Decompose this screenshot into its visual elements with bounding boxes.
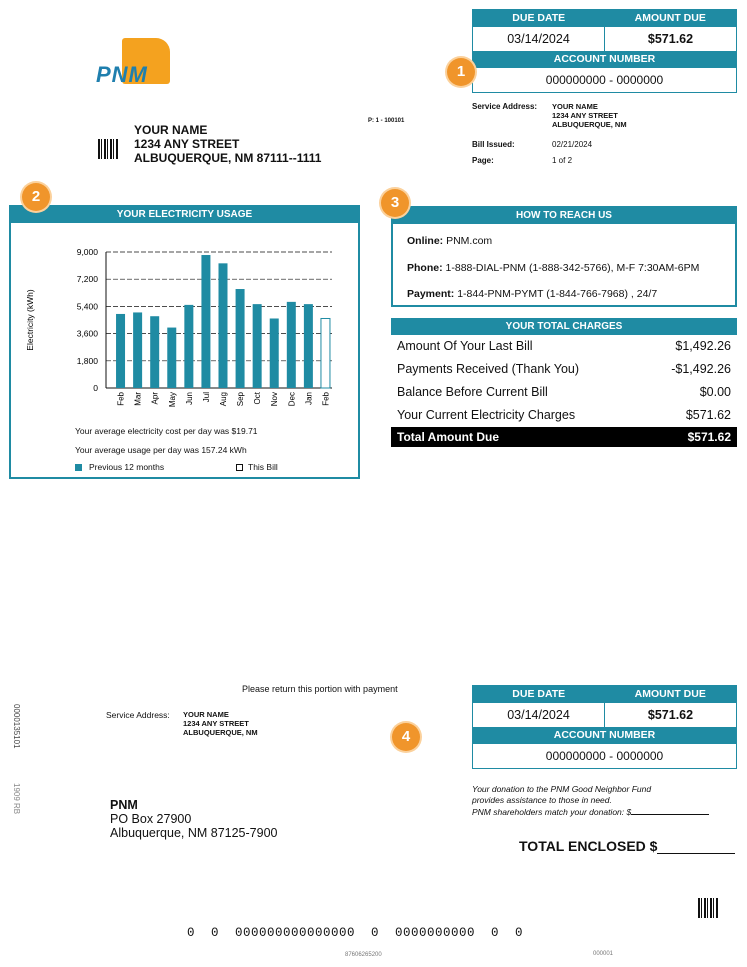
charge-row bbox=[391, 381, 737, 404]
x-tick-label: Dec bbox=[287, 392, 297, 407]
callout-badge-1: 1 bbox=[447, 58, 475, 86]
donation-text: Your donation to the PNM Good Neighbor Fund provides assistance to those in need. PNM shareholders match your donation: $ bbox=[472, 784, 709, 818]
usage-bar bbox=[270, 318, 279, 388]
y-tick-label: 5,400 bbox=[76, 301, 98, 312]
usage-bar bbox=[133, 312, 142, 388]
x-tick-label: Apr bbox=[150, 392, 160, 405]
customer-city: ALBUQUERQUE, NM 87111--1111 bbox=[134, 151, 322, 165]
barcode-icon bbox=[98, 139, 118, 159]
charge-value: $1,492.26 bbox=[675, 339, 731, 353]
logo-text: PNM bbox=[96, 62, 148, 87]
usage-panel bbox=[9, 205, 360, 479]
y-tick-label: 0 bbox=[93, 383, 98, 393]
charge-row bbox=[391, 358, 737, 381]
avg-cost-text: Your average electricity cost per day was $19.71 bbox=[75, 426, 258, 436]
usage-chart bbox=[11, 225, 358, 435]
amount-due-label: AMOUNT DUE bbox=[634, 12, 706, 24]
usage-bar bbox=[184, 305, 193, 388]
due-date-value: 03/14/2024 bbox=[507, 32, 570, 46]
page-code: P: 1 - 100101 bbox=[368, 118, 405, 124]
return-text: Please return this portion with payment bbox=[242, 684, 398, 694]
page-value: 1 of 2 bbox=[552, 156, 573, 165]
y-tick-label: 9,000 bbox=[76, 247, 98, 257]
stub-barcode-icon bbox=[698, 898, 718, 918]
charge-label: Amount Of Your Last Bill bbox=[397, 339, 533, 353]
x-tick-label: Jul bbox=[201, 392, 211, 403]
stub-account-number-value: 000000000 - 0000000 bbox=[545, 749, 664, 763]
x-tick-label: Oct bbox=[253, 392, 263, 405]
scanline: 0 0 000000000000000 0 0000000000 0 0 bbox=[187, 926, 524, 940]
side-code-1: 0000135101 bbox=[12, 704, 21, 749]
callout-badge-2: 2 bbox=[22, 183, 50, 211]
reach-payment: Payment: 1-844-PNM-PYMT (1-844-766-7968) , 24/7 bbox=[407, 288, 658, 300]
usage-bar bbox=[219, 263, 228, 388]
side-code-2: 1909 RB bbox=[12, 783, 21, 815]
y-tick-label: 1,800 bbox=[76, 355, 98, 366]
amount-due-value: $571.62 bbox=[604, 27, 736, 51]
reach-header: HOW TO REACH US bbox=[393, 208, 735, 224]
charge-label: Your Current Electricity Charges bbox=[397, 408, 576, 422]
charge-label: Balance Before Current Bill bbox=[397, 385, 548, 399]
charge-value: -$1,492.26 bbox=[671, 362, 731, 376]
remit-name: PNM bbox=[110, 798, 138, 812]
charges-panel bbox=[391, 318, 737, 447]
customer-address bbox=[134, 123, 321, 165]
account-number-label: ACCOUNT NUMBER bbox=[473, 51, 736, 68]
pnm-logo bbox=[96, 38, 176, 86]
x-tick-label: Mar bbox=[133, 392, 143, 406]
stub-service-address-label: Service Address: bbox=[106, 710, 170, 720]
x-tick-label: May bbox=[167, 392, 177, 408]
charge-label: Payments Received (Thank You) bbox=[397, 362, 580, 376]
reach-phone: Phone: 1-888-DIAL-PNM (1-888-342-5766), M-F 7:30AM-6PM bbox=[407, 262, 700, 274]
legend-previous-swatch bbox=[75, 464, 82, 471]
total-label: Total Amount Due bbox=[397, 430, 499, 444]
usage-header: YOUR ELECTRICITY USAGE bbox=[11, 207, 358, 223]
stub-due-date-value: 03/14/2024 bbox=[507, 708, 570, 722]
callout-badge-4: 4 bbox=[392, 723, 420, 751]
due-date-label: DUE DATE bbox=[512, 12, 566, 24]
y-axis-label: Electricity (kWh) bbox=[25, 289, 35, 351]
charge-value: $571.62 bbox=[685, 408, 731, 422]
account-number-value: 000000000 - 0000000 bbox=[545, 73, 664, 87]
x-tick-label: Jan bbox=[304, 392, 314, 405]
bill-issued-value: 02/21/2024 bbox=[552, 140, 593, 149]
service-address: YOUR NAME 1234 ANY STREET ALBUQUERQUE, NM bbox=[552, 102, 627, 129]
online-link[interactable]: PNM.com bbox=[446, 235, 493, 247]
usage-bar bbox=[304, 304, 313, 388]
x-tick-label: Nov bbox=[270, 392, 280, 407]
usage-bar bbox=[287, 302, 296, 388]
stub-amount-due-value: $571.62 bbox=[604, 703, 736, 727]
y-tick-label: 3,600 bbox=[76, 328, 98, 339]
x-tick-label: Jun bbox=[184, 392, 194, 405]
usage-bar bbox=[167, 328, 176, 388]
total-value: $571.62 bbox=[687, 430, 731, 444]
usage-bar bbox=[236, 289, 245, 388]
usage-bar bbox=[201, 255, 210, 388]
footer-code-2: 000001 bbox=[593, 951, 614, 957]
bill-issued-label: Bill Issued: bbox=[472, 140, 515, 149]
charge-row bbox=[391, 335, 737, 358]
remit-box: PO Box 27900 bbox=[110, 812, 192, 826]
y-tick-label: 7,200 bbox=[76, 274, 98, 285]
usage-bar bbox=[321, 318, 330, 388]
x-tick-label: Aug bbox=[219, 392, 228, 407]
charge-value: $0.00 bbox=[699, 385, 731, 399]
page-label: Page: bbox=[472, 156, 494, 165]
customer-street: 1234 ANY STREET bbox=[134, 137, 240, 151]
donation-amount-field[interactable] bbox=[631, 806, 709, 815]
total-amount-due-row bbox=[391, 427, 737, 447]
x-tick-label: Feb bbox=[321, 392, 331, 406]
usage-bar bbox=[116, 314, 125, 388]
remit-address bbox=[110, 798, 277, 840]
charge-row bbox=[391, 404, 737, 427]
usage-bar bbox=[253, 304, 262, 388]
due-box-top bbox=[472, 9, 737, 93]
legend-this-swatch bbox=[236, 464, 243, 471]
footer-code-1: 87606265200 bbox=[345, 952, 382, 958]
reach-panel bbox=[391, 206, 737, 307]
legend-this-bill: This Bill bbox=[236, 462, 278, 472]
charges-header: YOUR TOTAL CHARGES bbox=[391, 318, 737, 335]
usage-bar bbox=[150, 316, 159, 388]
callout-badge-3: 3 bbox=[381, 189, 409, 217]
x-tick-label: Sep bbox=[236, 392, 246, 407]
service-address-label: Service Address: bbox=[472, 102, 538, 111]
avg-usage-text: Your average usage per day was 157.24 kWh bbox=[75, 445, 247, 455]
legend-previous: Previous 12 months bbox=[75, 462, 164, 472]
total-enclosed-field[interactable] bbox=[657, 840, 735, 854]
charges-rows bbox=[391, 335, 737, 427]
total-enclosed: TOTAL ENCLOSED $ bbox=[519, 838, 735, 854]
remit-city: Albuquerque, NM 87125-7900 bbox=[110, 826, 278, 840]
reach-online: Online: PNM.com bbox=[407, 235, 493, 247]
customer-name: YOUR NAME bbox=[134, 123, 208, 137]
x-tick-label: Feb bbox=[116, 392, 126, 406]
due-box-stub: DUE DATE AMOUNT DUE 03/14/2024 $571.62 ACCOUNT NUMBER 000000000 - 0000000 bbox=[472, 685, 737, 769]
